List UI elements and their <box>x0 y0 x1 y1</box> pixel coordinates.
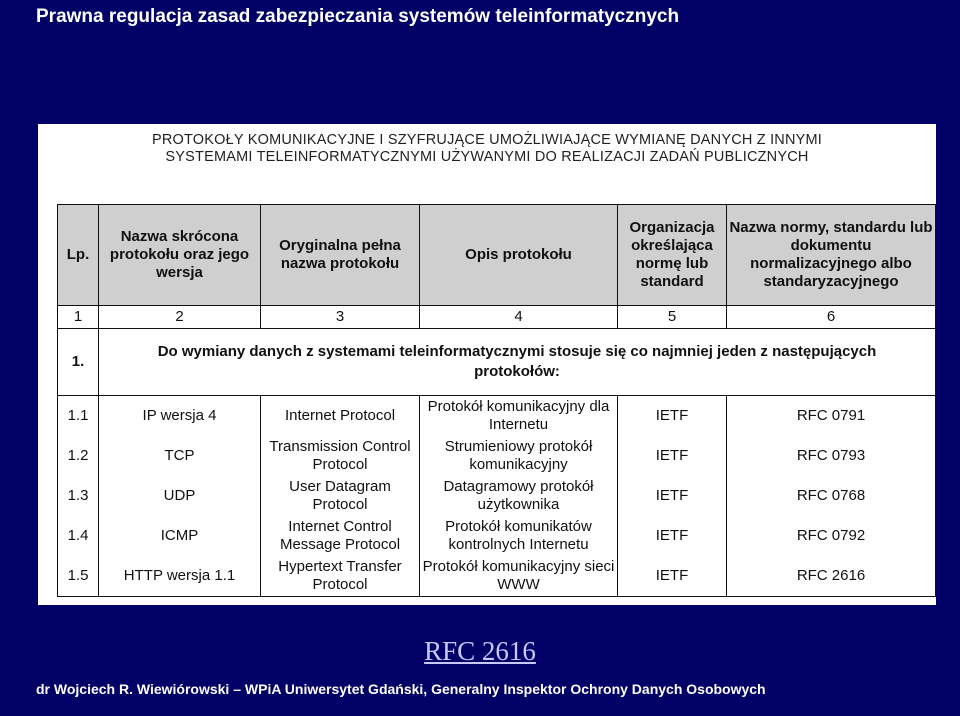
column-number: 6 <box>727 306 936 329</box>
cell-short-name: HTTP wersja 1.1 <box>99 556 261 597</box>
section-number: 1. <box>58 329 99 396</box>
table-row <box>58 556 936 597</box>
cell-full-name: Internet Control Message Protocol <box>261 516 420 556</box>
table-row <box>58 436 936 476</box>
cell-standard: RFC 0793 <box>727 436 936 476</box>
document-heading <box>38 132 936 166</box>
table-header-row <box>58 205 936 306</box>
cell-lp: 1.3 <box>58 476 99 516</box>
column-header: Lp. <box>58 205 99 306</box>
cell-organization: IETF <box>618 476 727 516</box>
scanned-document <box>38 124 936 605</box>
column-number: 4 <box>420 306 618 329</box>
column-header: Nazwa skrócona protokołu oraz jego wersja <box>99 205 261 306</box>
cell-lp: 1.2 <box>58 436 99 476</box>
cell-full-name: Hypertext Transfer Protocol <box>261 556 420 597</box>
cell-short-name: UDP <box>99 476 261 516</box>
slide-title: Prawna regulacja zasad zabezpieczania systemów teleinformatycznych <box>36 6 680 27</box>
cell-description: Protokół komunikatów kontrolnych Internetu <box>420 516 618 556</box>
table-row <box>58 516 936 556</box>
cell-standard: RFC 2616 <box>727 556 936 597</box>
cell-short-name: ICMP <box>99 516 261 556</box>
column-header: Opis protokołu <box>420 205 618 306</box>
cell-organization: IETF <box>618 516 727 556</box>
column-number-row <box>58 306 936 329</box>
section-row <box>58 329 936 396</box>
slide-footer: dr Wojciech R. Wiewiórowski – WPiA Uniwersytet Gdański, Generalny Inspektor Ochrony Danych Osobowych <box>36 681 766 697</box>
rfc-2616-link[interactable]: RFC 2616 <box>424 636 536 666</box>
column-header: Organizacja określająca normę lub standard <box>618 205 727 306</box>
column-header: Nazwa normy, standardu lub dokumentu normalizacyjnego albo standaryzacyjnego <box>727 205 936 306</box>
cell-description: Protokół komunikacyjny sieci WWW <box>420 556 618 597</box>
document-heading-line-2: SYSTEMAMI TELEINFORMATYCZNYMI UŻYWANYMI DO REALIZACJI ZADAŃ PUBLICZNYCH <box>165 149 809 165</box>
cell-organization: IETF <box>618 436 727 476</box>
table-row <box>58 476 936 516</box>
document-heading-line-1: PROTOKOŁY KOMUNIKACYJNE I SZYFRUJĄCE UMOŻLIWIAJĄCE WYMIANĘ DANYCH Z INNYMI <box>151 132 823 148</box>
cell-short-name: TCP <box>99 436 261 476</box>
cell-lp: 1.1 <box>58 396 99 437</box>
section-text: Do wymiany danych z systemami teleinformatycznymi stosuje się co najmniej jeden z następujących protokołów: <box>99 329 936 396</box>
cell-standard: RFC 0768 <box>727 476 936 516</box>
column-number: 1 <box>58 306 99 329</box>
cell-standard: RFC 0792 <box>727 516 936 556</box>
cell-description: Protokół komunikacyjny dla Internetu <box>420 396 618 437</box>
cell-lp: 1.5 <box>58 556 99 597</box>
cell-full-name: User Datagram Protocol <box>261 476 420 516</box>
cell-standard: RFC 0791 <box>727 396 936 437</box>
cell-full-name: Transmission Control Protocol <box>261 436 420 476</box>
column-number: 5 <box>618 306 727 329</box>
cell-description: Datagramowy protokół użytkownika <box>420 476 618 516</box>
cell-organization: IETF <box>618 396 727 437</box>
cell-organization: IETF <box>618 556 727 597</box>
cell-lp: 1.4 <box>58 516 99 556</box>
column-header: Oryginalna pełna nazwa protokołu <box>261 205 420 306</box>
column-number: 2 <box>99 306 261 329</box>
cell-description: Strumieniowy protokół komunikacyjny <box>420 436 618 476</box>
cell-full-name: Internet Protocol <box>261 396 420 437</box>
column-number: 3 <box>261 306 420 329</box>
cell-short-name: IP wersja 4 <box>99 396 261 437</box>
table-row <box>58 396 936 437</box>
protocols-table <box>57 204 936 597</box>
